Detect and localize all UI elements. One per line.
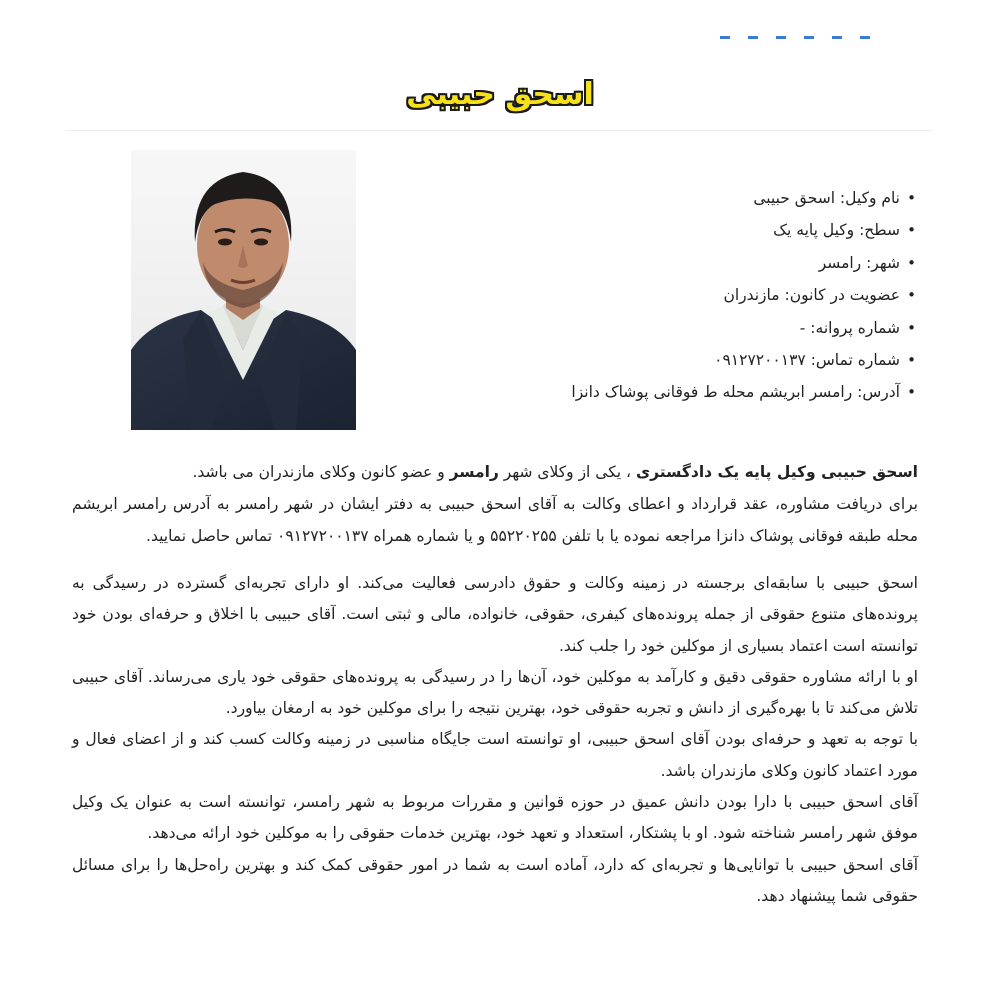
bio-paragraph-3: با توجه به تعهد و حرفه‌ای بودن آقای اسحق حبیبی، او توانسته است جایگاه مناسبی در زمینه وکالت کسب کند و از اعضای فعال و مورد اعتماد کانون وکلای مازندران باشد. (72, 730, 918, 780)
info-item-bar-membership: • عضویت در کانون: مازندران (480, 279, 900, 311)
info-item-address: • آدرس: رامسر ابریشم محله ط فوقانی پوشاک دانزا (480, 376, 900, 408)
intro-paragraph: اسحق حبیبی وکیل پایه یک دادگستری ، یکی از وکلای شهر رامسر و عضو کانون وکلای مازندران می باشد. (192, 463, 918, 481)
bullet-dot-icon: • (907, 286, 916, 305)
top-nav-strip (660, 36, 870, 44)
intro-section (72, 456, 918, 552)
bullet-dot-icon: • (907, 253, 916, 272)
info-item-level: • سطح: وکیل پایه یک (480, 214, 900, 246)
info-item-name: • نام وکیل: اسحق حبیبی (480, 182, 900, 214)
biography-section (72, 568, 918, 912)
bio-paragraph-4: آقای اسحق حبیبی با دارا بودن دانش عمیق در حوزه قوانین و مقررات مربوط به شهر رامسر، توانسته است به عنوان یک وکیل موفق شهر رامسر شناخته شود. او با پشتکار، استعداد و تعهد خود، بهترین خدمات حقوقی را به موکلین خود ارائه می‌دهد. (72, 793, 918, 843)
title-divider (66, 130, 932, 131)
city-name-bold: رامسر (449, 463, 499, 481)
bullet-dot-icon: • (907, 221, 916, 240)
bullet-dot-icon: • (907, 318, 916, 337)
contact-paragraph: برای دریافت مشاوره، عقد قرارداد و اعطای وکالت به آقای اسحق حبیبی به دفتر ایشان در شهر رامسر به آدرس رامسر ابریشم محله طبقه فوقانی پوشاک دانزا مراجعه نموده یا با تلفن ۵۵۲۲۰۲۵۵ و یا شماره همراه ۰۹۱۲۷۲۰۰۱۳۷ تماس حاصل نمایید. (72, 495, 918, 545)
lawyer-info-list (480, 182, 916, 409)
lawyer-portrait-photo (131, 150, 356, 430)
info-item-phone[interactable]: • شماره تماس: ۰۹۱۲۷۲۰۰۱۳۷ (480, 344, 900, 376)
info-item-city: • شهر: رامسر (480, 247, 900, 279)
bio-paragraph-1: اسحق حبیبی با سابقه‌ای برجسته در زمینه وکالت و حقوق دادرسی فعالیت می‌کند. او دارای تجربه‌ای گسترده در رسیدگی به پرونده‌های متنوع حقوقی از جمله پرونده‌های کیفری، حقوقی، خانواده، مالی و ثبتی است. آقای حبیبی با اخلاق و حرفه‌ای بودن خود توانسته است اعتماد بسیاری از موکلین خود را جلب کند. (72, 574, 918, 655)
bio-paragraph-5: آقای اسحق حبیبی با توانایی‌ها و تجربه‌ای که دارد، آماده است به شما در امور حقوقی کمک کند و بهترین راه‌حل‌ها را برای مسائل حقوقی شما پیشنهاد دهد. (72, 855, 918, 905)
bullet-dot-icon: • (907, 351, 916, 370)
bio-paragraph-2: او با ارائه مشاوره حقوقی دقیق و کارآمد به موکلین خود، آن‌ها را در رسیدگی به پرونده‌های حقوقی خود یاری می‌رساند. آقای حبیبی تلاش می‌کند تا با بهره‌گیری از دانش و تجربه حقوقی خود، بهترین نتیجه را برای موکلین خود به ارمغان بیاورد. (72, 667, 918, 718)
page-title: اسحق حبیبی (406, 77, 594, 112)
info-item-license-number: • شماره پروانه: - (480, 312, 900, 344)
lawyer-name-bold: اسحق حبیبی وکیل پایه یک دادگستری (635, 463, 918, 481)
bullet-dot-icon: • (907, 383, 916, 402)
bullet-dot-icon: • (907, 189, 916, 207)
